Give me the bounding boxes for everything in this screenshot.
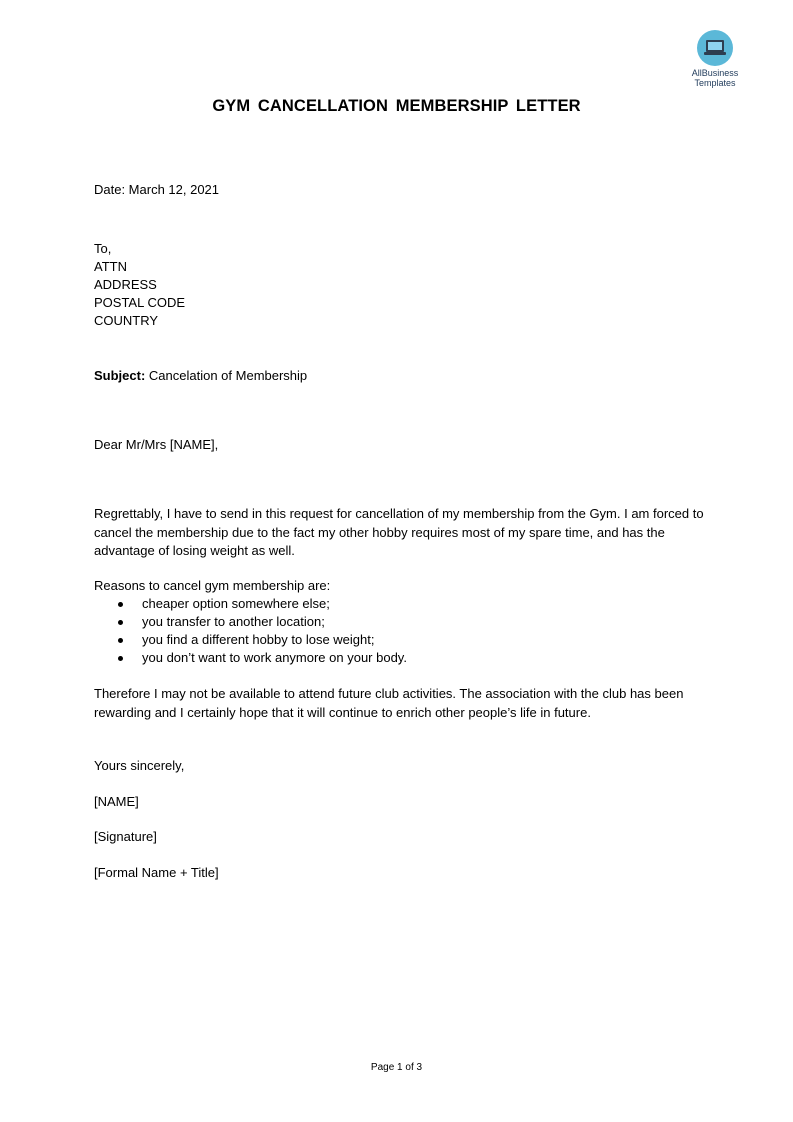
letter-date: Date: March 12, 2021 <box>94 182 220 197</box>
subject-text: Cancelation of Membership <box>145 368 308 383</box>
signature-placeholder: [Signature] <box>94 829 157 844</box>
allbusiness-templates-logo <box>683 30 747 88</box>
bullet-icon <box>118 656 123 661</box>
recipient-attn: ATTN <box>94 259 127 274</box>
salutation: Dear Mr/Mrs [NAME], <box>94 437 219 452</box>
name-placeholder: [NAME] <box>94 794 139 809</box>
subject-label: Subject: <box>94 368 146 383</box>
subject-line <box>94 367 307 385</box>
page-number: Page 1 of 3 <box>370 1062 423 1073</box>
reason-text: cheaper option somewhere else; <box>142 596 330 611</box>
recipient-to: To, <box>94 241 112 256</box>
reasons-list <box>94 595 407 667</box>
reasons-intro: Reasons to cancel gym membership are: <box>94 578 331 593</box>
logo-text-line1: AllBusiness <box>691 68 739 78</box>
recipient-postal-code: POSTAL CODE <box>94 295 186 310</box>
body-paragraph-2: Therefore I may not be available to attend future club activities. The association with the club has been rewarding and I certainly hope that it will continue to enrich other people’s life in future. <box>94 686 684 720</box>
reason-text: you find a different hobby to lose weight; <box>142 632 375 647</box>
closing: Yours sincerely, <box>94 758 185 773</box>
body-paragraph-1: Regrettably, I have to send in this request for cancellation of my membership from the Gym. I am forced to cancel the membership due to the fact my other hobby requires most of my spare time, and has the advantage of losing weight as well. <box>94 506 704 558</box>
list-item <box>94 613 407 631</box>
bullet-icon <box>118 602 123 607</box>
letter-title: GYM CANCELLATION MEMBERSHIP LETTER <box>212 97 581 115</box>
formal-name-placeholder: [Formal Name + Title] <box>94 865 219 880</box>
recipient-block <box>94 240 185 330</box>
bullet-icon <box>118 638 123 643</box>
list-item <box>94 595 407 613</box>
bullet-icon <box>118 620 123 625</box>
recipient-country: COUNTRY <box>94 313 159 328</box>
logo-text-line2: Templates <box>694 78 736 88</box>
list-item <box>94 649 407 667</box>
reason-text: you don’t want to work anymore on your body. <box>142 650 407 665</box>
recipient-address: ADDRESS <box>94 277 157 292</box>
laptop-icon <box>697 30 733 66</box>
reason-text: you transfer to another location; <box>142 614 325 629</box>
list-item <box>94 631 407 649</box>
